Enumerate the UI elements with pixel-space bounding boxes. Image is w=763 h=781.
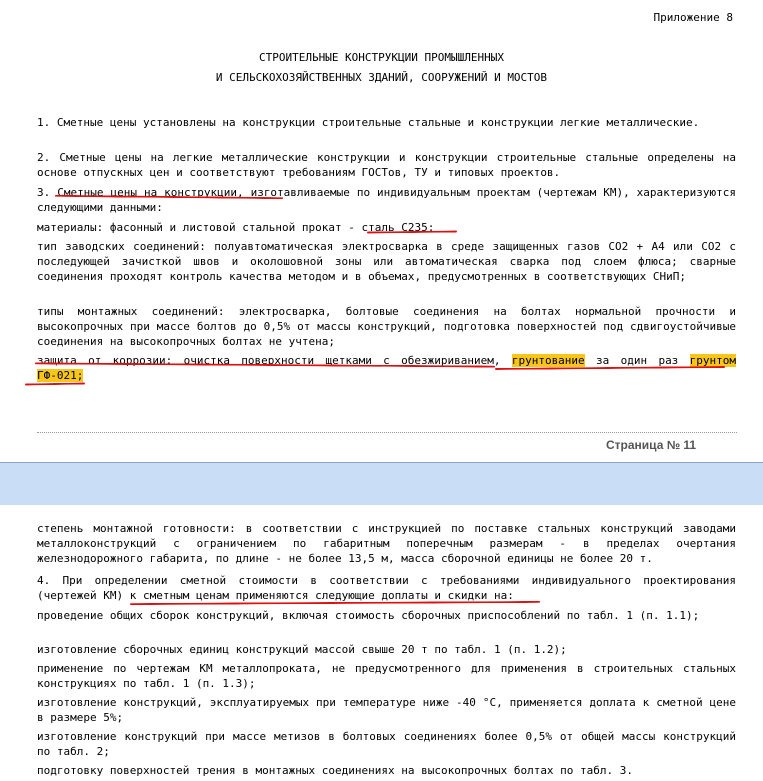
page-number: Страница № 11: [606, 438, 697, 452]
paragraph-1: 1. Сметные цены установлены на конструкции строительные стальные и конструкции легкие металлические.: [37, 116, 700, 129]
corrosion-text-a: защита от коррозии: очистка поверхности щетками с обезжириванием,: [37, 354, 501, 367]
list-item-hardware-mass: изготовление конструкций при массе метизов в болтовых соединениях более 0,5% от общей массы конструкций по табл. 2;: [37, 730, 736, 758]
list-item-low-temperature: изготовление конструкций, эксплуатируемых при температуре ниже -40 °С, применяется доплата к сметной цене в размере 5%;: [37, 696, 736, 724]
paragraph-3: 3. Сметные цены на конструкции, изготавливаемые по индивидуальным проектам (чертежам КМ), характеризуются следующими данными:: [37, 186, 736, 214]
corrosion-text-b: за один раз: [596, 354, 679, 367]
appendix-label: Приложение 8: [653, 11, 733, 24]
highlight-primer: грунтом: [689, 354, 737, 367]
document-page-2: [0, 505, 763, 781]
paragraph-assembly-readiness: степень монтажной готовности: в соответствии с инструкцией по поставке стальных конструкций заводами металлоконструкций с ограничением по габаритным поперечным размерам - в пределах очертания железнодорожного габарита, по длине - не более 13,5 м, масса сборочной единицы не более 20 т.: [37, 522, 736, 565]
page-gap: [0, 462, 763, 505]
paragraph-2: 2. Сметные цены на легкие металлические конструкции и конструкции строительные стальные определены на основе отпускных цен и соответствуют требованиям ГОСТов, ТУ и типовых проектов.: [37, 151, 736, 179]
title-line-2: И СЕЛЬСКОХОЗЯЙСТВЕННЫХ ЗДАНИЙ, СООРУЖЕНИЙ И МОСТОВ: [215, 71, 548, 84]
title-line-1: СТРОИТЕЛЬНЫЕ КОНСТРУКЦИИ ПРОМЫШЛЕННЫХ: [258, 51, 505, 64]
paragraph-factory-joints: тип заводских соединений: полуавтоматическая электросварка в среде защищенных газов СО2 + А4 или СО2 с последующей зачисткой швов и околошовной зоны или автоматическая сварка под слоем флюса; сварные соединения проходят контроль качества методом и в объемах, предусмотренных в соответствующих СНиП;: [37, 240, 736, 283]
paragraph-mounting-joints: типы монтажных соединений: электросварка, болтовые соединения на болтах нормальной прочности и высокопрочных при массе болтов до 0,5% от массы конструкций, подготовка поверхностей под сдвигоустойчивые соединения на высокопрочных болтах не учтена;: [37, 305, 736, 348]
list-item-assembly-units: изготовление сборочных единиц конструкций массой свыше 20 т по табл. 1 (п. 1.2);: [37, 643, 567, 656]
list-item-general-assembly: проведение общих сборок конструкций, включая стоимость сборочных приспособлений по табл. 1 (п. 1.1);: [37, 609, 700, 622]
annotation-underline-5: [25, 382, 85, 385]
list-item-friction-surfaces: подготовку поверхностей трения в монтажных соединениях на высокопрочных болтах по табл. 3.: [37, 764, 634, 777]
paragraph-materials: материалы: фасонный и листовой стальной прокат - сталь С235;: [37, 221, 435, 234]
paragraph-corrosion-line2: [37, 368, 736, 383]
highlight-gf021: ГФ-021;: [37, 369, 84, 382]
highlight-priming: грунтование: [511, 354, 585, 367]
footer-divider: [37, 432, 737, 433]
paragraph-4: 4. При определении сметной стоимости в соответствии с требованиями индивидуального проектирования (чертежей КМ) к сметным ценам применяются следующие доплаты и скидки на:: [37, 574, 736, 602]
list-item-rolled-metal: применение по чертежам КМ металлопроката, не предусмотренного для применения в строительных стальных конструкциях по табл. 1 (п. 1.3);: [37, 662, 736, 690]
